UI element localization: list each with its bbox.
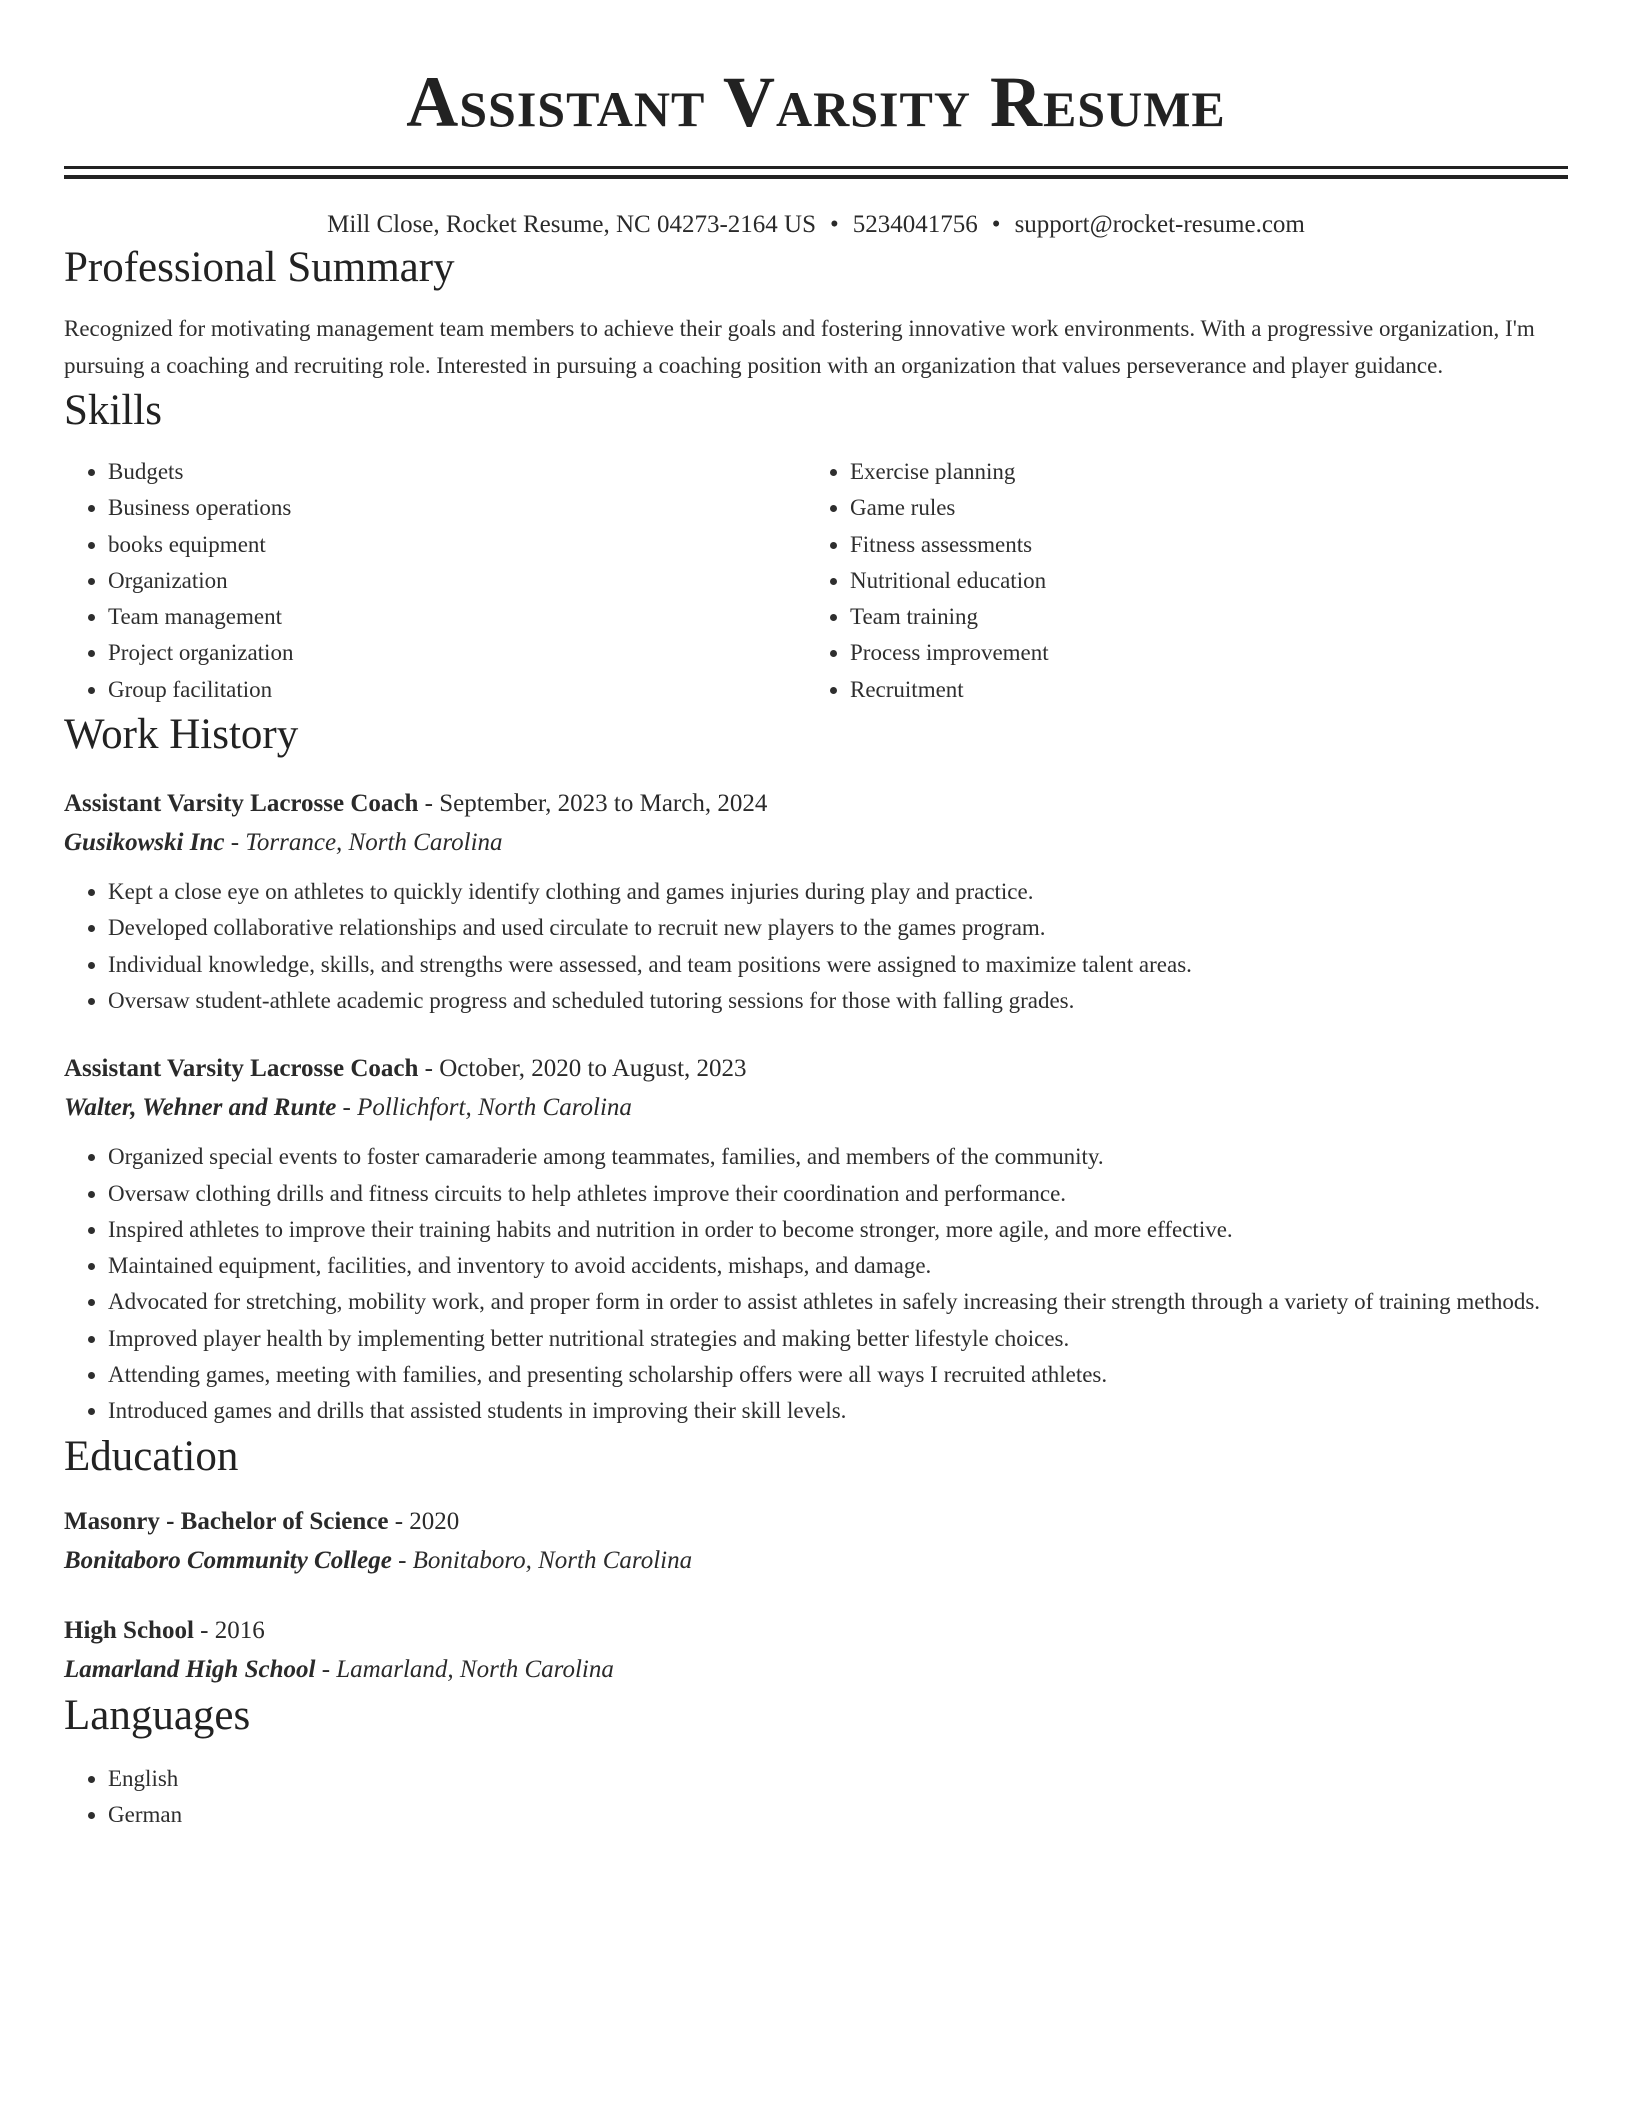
skill-item: • Organization: [108, 563, 806, 599]
job-company-line: [64, 1088, 1568, 1127]
skill-item: • Process improvement: [850, 635, 1548, 671]
skills-list-left: [64, 454, 806, 708]
education-school-line: [64, 1541, 1568, 1580]
skill-item: • Recruitment: [850, 672, 1548, 708]
job-company: Gusikowski Inc: [64, 829, 225, 857]
skill-item: • Team training: [850, 599, 1548, 635]
education-heading: Education: [64, 1432, 239, 1480]
job-bullets: [64, 1139, 1568, 1429]
skill-item: • Group facilitation: [108, 672, 806, 708]
language-item: • English: [108, 1761, 1568, 1797]
job-title-line: [64, 784, 1568, 823]
job-bullet: • Maintained equipment, facilities, and inventory to avoid accidents, mishaps, and damage.: [108, 1248, 1568, 1284]
skills-heading: Skills: [64, 387, 162, 434]
job-company: Walter, Wehner and Runte: [64, 1094, 337, 1122]
language-item: • German: [108, 1797, 1568, 1833]
job-location: - Torrance, North Carolina: [224, 829, 503, 857]
education-location: - Lamarland, North Carolina: [315, 1655, 614, 1683]
education-school: Bonitaboro Community College: [64, 1546, 392, 1574]
job-bullet: • Individual knowledge, skills, and strengths were assessed, and team positions were assigned to maximize talent areas.: [108, 947, 1568, 983]
skills-column-right: [806, 454, 1548, 708]
title-rule-top: [64, 166, 1568, 169]
job-bullet: • Developed collaborative relationships and used circulate to recruit new players to the games program.: [108, 910, 1568, 946]
education-school-line: [64, 1650, 1568, 1689]
skill-item: • books equipment: [108, 527, 806, 563]
job-title: Assistant Varsity Lacrosse Coach: [64, 1055, 419, 1083]
education-year: - 2020: [388, 1507, 460, 1535]
contact-email: support@rocket-resume.com: [1014, 211, 1305, 238]
job-bullet: • Oversaw clothing drills and fitness circuits to help athletes improve their coordination and performance.: [108, 1176, 1568, 1212]
job-bullet: • Advocated for stretching, mobility work, and proper form in order to assist athletes in safely increasing their strength through a variety of training methods.: [108, 1284, 1568, 1320]
job-bullet: • Organized special events to foster camaraderie among teammates, families, and members of the community.: [108, 1139, 1568, 1175]
skill-item: • Game rules: [850, 490, 1548, 526]
skill-item: • Team management: [108, 599, 806, 635]
skills-grid: [64, 454, 1568, 708]
contact-phone: 5234041756: [852, 211, 978, 238]
job-bullet: • Kept a close eye on athletes to quickly identify clothing and games injuries during play and practice.: [108, 874, 1568, 910]
title-rule-bottom: [64, 175, 1568, 179]
languages-list: [64, 1761, 1568, 1834]
job-dates: - September, 2023 to March, 2024: [418, 790, 768, 818]
contact-address: Mill Close, Rocket Resume, NC 04273-2164 US: [327, 211, 817, 238]
education-year: - 2016: [193, 1616, 265, 1644]
job-title-line: [64, 1049, 1568, 1088]
education-location: - Bonitaboro, North Carolina: [391, 1546, 693, 1574]
contact-line: [64, 209, 1568, 241]
job-dates: - October, 2020 to August, 2023: [418, 1055, 747, 1083]
job-bullet: • Attending games, meeting with families, and presenting scholarship offers were all ways I recruited athletes.: [108, 1357, 1568, 1393]
job-bullet: • Oversaw student-athlete academic progress and scheduled tutoring sessions for those with falling grades.: [108, 983, 1568, 1019]
skill-item: • Business operations: [108, 490, 806, 526]
education-degree-line: [64, 1611, 1568, 1650]
job-bullets: [64, 874, 1568, 1019]
education-degree: High School: [64, 1616, 194, 1644]
job-title: Assistant Varsity Lacrosse Coach: [64, 790, 419, 818]
skill-item: • Fitness assessments: [850, 527, 1548, 563]
education-degree-line: [64, 1502, 1568, 1541]
job-bullet: • Inspired athletes to improve their training habits and nutrition in order to become stronger, more agile, and more effective.: [108, 1212, 1568, 1248]
resume-title: Assistant Varsity Resume: [406, 62, 1226, 142]
job-location: - Pollichfort, North Carolina: [336, 1094, 632, 1122]
contact-separator: •: [830, 211, 839, 238]
contact-separator: •: [991, 211, 1001, 238]
skills-list-right: [806, 454, 1548, 708]
skill-item: • Budgets: [108, 454, 806, 490]
work-history-heading: Work History: [64, 711, 299, 759]
summary-heading: Professional Summary: [64, 244, 455, 291]
skills-column-left: [64, 454, 806, 708]
skill-item: • Nutritional education: [850, 563, 1548, 599]
job-bullet: • Introduced games and drills that assisted students in improving their skill levels.: [108, 1393, 1568, 1429]
skill-item: • Exercise planning: [850, 454, 1548, 490]
job-company-line: [64, 823, 1568, 862]
languages-heading: Languages: [64, 1691, 251, 1739]
summary-text: Recognized for motivating management team members to achieve their goals and fostering innovative work environments. With a progressive organization, I'm pursuing a coaching and recruiting role. Interested in pursuing a coaching position with an organization that values perseverance and player guidance.: [64, 316, 1535, 378]
education-degree: Masonry - Bachelor of Science: [64, 1507, 389, 1535]
skill-item: • Project organization: [108, 635, 806, 671]
job-bullet: • Improved player health by implementing better nutritional strategies and making better lifestyle choices.: [108, 1321, 1568, 1357]
education-school: Lamarland High School: [64, 1655, 316, 1683]
